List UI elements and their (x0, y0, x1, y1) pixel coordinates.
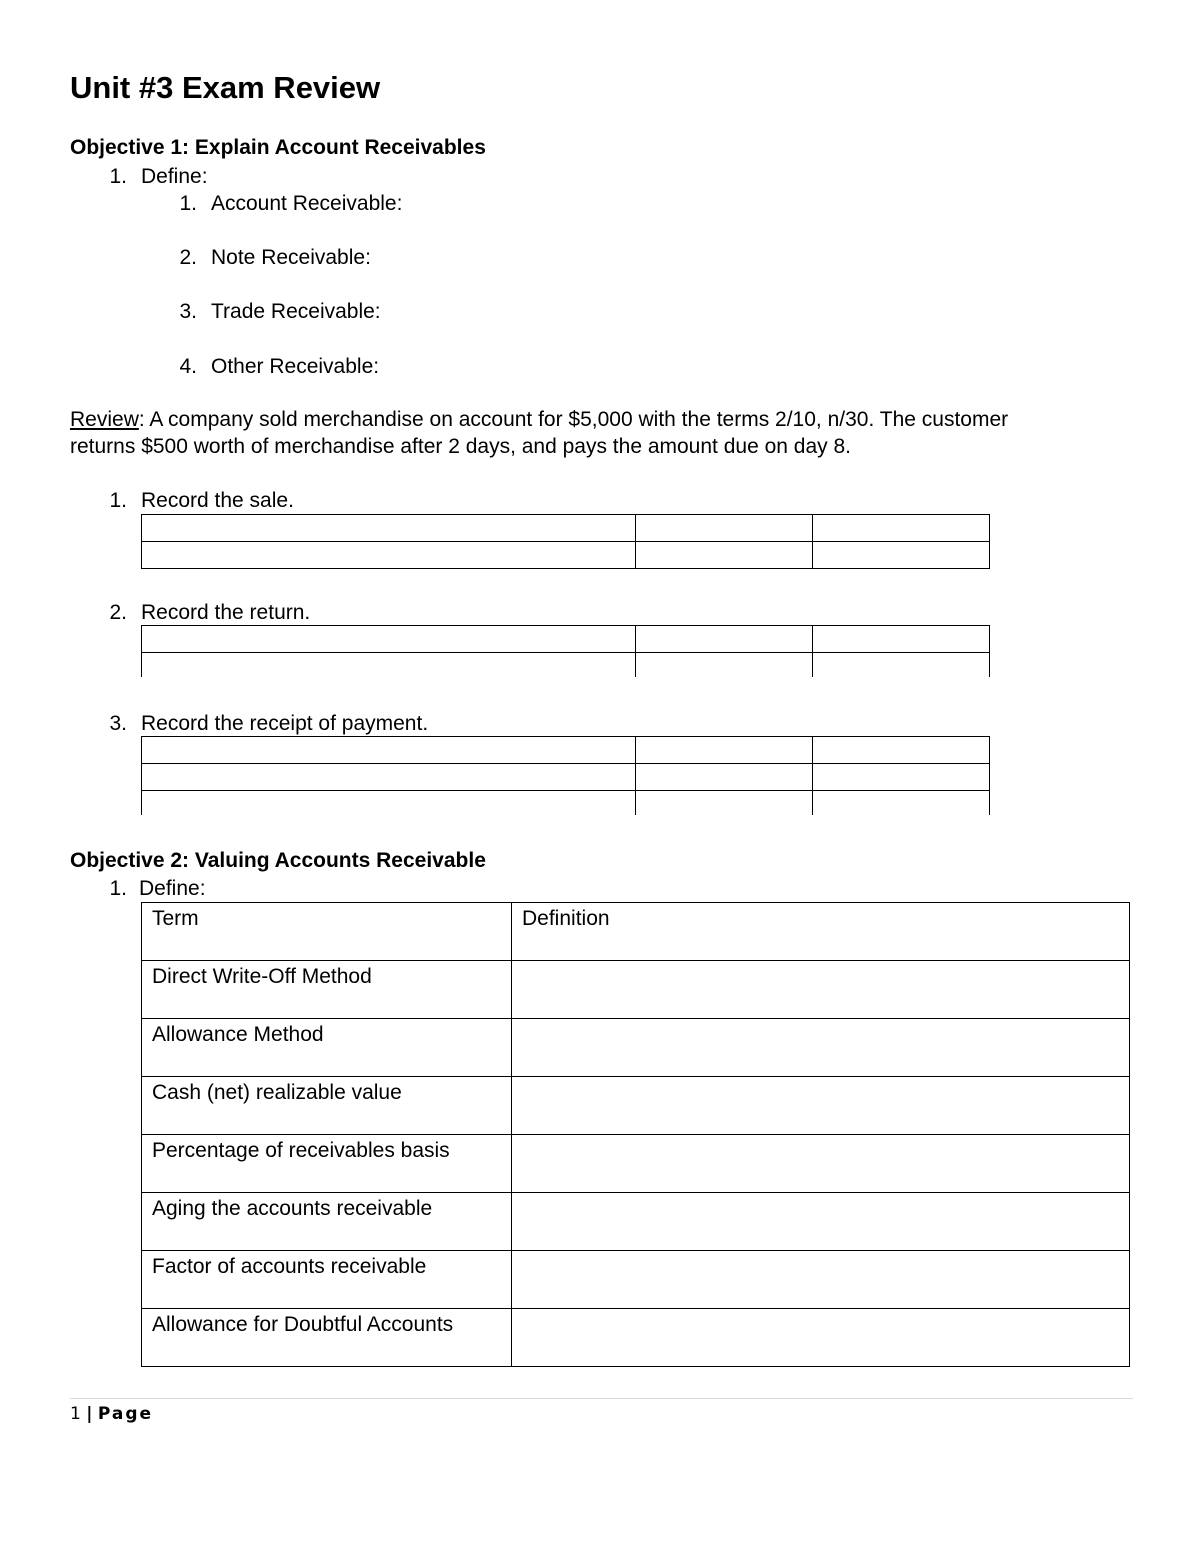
journal-cell[interactable] (636, 626, 813, 653)
header-definition: Definition (512, 903, 1130, 961)
journal-cell[interactable] (636, 542, 813, 569)
page-label: Page (97, 1404, 154, 1424)
term-cell: Direct Write-Off Method (142, 961, 512, 1019)
journal-cell[interactable] (636, 653, 813, 678)
journal-cell[interactable] (142, 626, 636, 653)
list-number: 1. (109, 165, 127, 188)
review-text-line-1: : A company sold merchandise on account for $5,000 with the terms 2/10, n/30. The customer (138, 408, 1009, 431)
table-row (142, 961, 1130, 1019)
journal-cell[interactable] (636, 764, 813, 791)
journal-cell[interactable] (813, 791, 990, 816)
journal-cell[interactable] (636, 737, 813, 764)
page-number: 1 (70, 1404, 81, 1424)
journal-cell[interactable] (636, 515, 813, 542)
task-label: Record the return. (141, 601, 311, 624)
journal-cell[interactable] (142, 653, 636, 678)
journal-cell[interactable] (142, 764, 636, 791)
journal-cell[interactable] (813, 626, 990, 653)
journal-cell[interactable] (813, 653, 990, 678)
list-number: 2. (179, 246, 197, 269)
list-number: 3. (179, 300, 197, 323)
definition-item: Note Receivable: (211, 246, 371, 269)
list-number: 1. (179, 192, 197, 215)
journal-row (142, 542, 990, 569)
journal-cell[interactable] (813, 737, 990, 764)
journal-table-return (141, 625, 990, 677)
header-term: Term (142, 903, 512, 961)
list-number: 1. (109, 489, 127, 512)
term-cell: Aging the accounts receivable (142, 1193, 512, 1251)
objective-1-heading: Objective 1: Explain Account Receivables (70, 136, 486, 159)
table-row (142, 1251, 1130, 1309)
definition-cell[interactable] (512, 1251, 1130, 1309)
journal-row (142, 737, 990, 764)
footer-divider (70, 1398, 1133, 1399)
term-cell: Factor of accounts receivable (142, 1251, 512, 1309)
journal-table-sale (141, 514, 990, 569)
journal-row (142, 626, 990, 653)
definition-item: Other Receivable: (211, 355, 380, 378)
list-number: 2. (109, 601, 127, 624)
term-cell: Cash (net) realizable value (142, 1077, 512, 1135)
task-label: Record the receipt of payment. (141, 712, 429, 735)
journal-cell[interactable] (142, 791, 636, 816)
review-text-line-2: returns $500 worth of merchandise after 2 days, and pays the amount due on day 8. (70, 435, 851, 458)
table-header-row (142, 903, 1130, 961)
table-row (142, 1135, 1130, 1193)
definitions-table (141, 902, 1130, 1367)
definition-cell[interactable] (512, 1309, 1130, 1367)
definition-item: Trade Receivable: (211, 300, 381, 323)
define-label: Define: (141, 165, 208, 188)
journal-cell[interactable] (813, 764, 990, 791)
list-number: 1. (109, 877, 127, 900)
page-title: Unit #3 Exam Review (70, 70, 381, 105)
journal-cell[interactable] (813, 542, 990, 569)
task-label: Record the sale. (141, 489, 294, 512)
review-paragraph (70, 408, 1008, 432)
journal-table-payment (141, 736, 990, 815)
journal-row (142, 653, 990, 678)
term-cell: Allowance for Doubtful Accounts (142, 1309, 512, 1367)
definition-cell[interactable] (512, 1193, 1130, 1251)
definition-cell[interactable] (512, 961, 1130, 1019)
journal-row (142, 515, 990, 542)
definition-cell[interactable] (512, 1077, 1130, 1135)
journal-cell[interactable] (142, 737, 636, 764)
definition-item: Account Receivable: (211, 192, 403, 215)
review-label: Review (70, 408, 139, 431)
journal-cell[interactable] (142, 515, 636, 542)
term-cell: Percentage of receivables basis (142, 1135, 512, 1193)
definition-cell[interactable] (512, 1019, 1130, 1077)
list-number: 4. (179, 355, 197, 378)
footer-separator: | (86, 1404, 93, 1424)
define-label: Define: (139, 877, 206, 900)
journal-row (142, 764, 990, 791)
table-row (142, 1309, 1130, 1367)
page-footer (70, 1404, 153, 1424)
journal-cell[interactable] (142, 542, 636, 569)
term-cell: Allowance Method (142, 1019, 512, 1077)
journal-row (142, 791, 990, 816)
list-number: 3. (109, 712, 127, 735)
journal-cell[interactable] (813, 515, 990, 542)
objective-2-heading: Objective 2: Valuing Accounts Receivable (70, 849, 486, 872)
definition-cell[interactable] (512, 1135, 1130, 1193)
table-row (142, 1193, 1130, 1251)
table-row (142, 1077, 1130, 1135)
journal-cell[interactable] (636, 791, 813, 816)
table-row (142, 1019, 1130, 1077)
